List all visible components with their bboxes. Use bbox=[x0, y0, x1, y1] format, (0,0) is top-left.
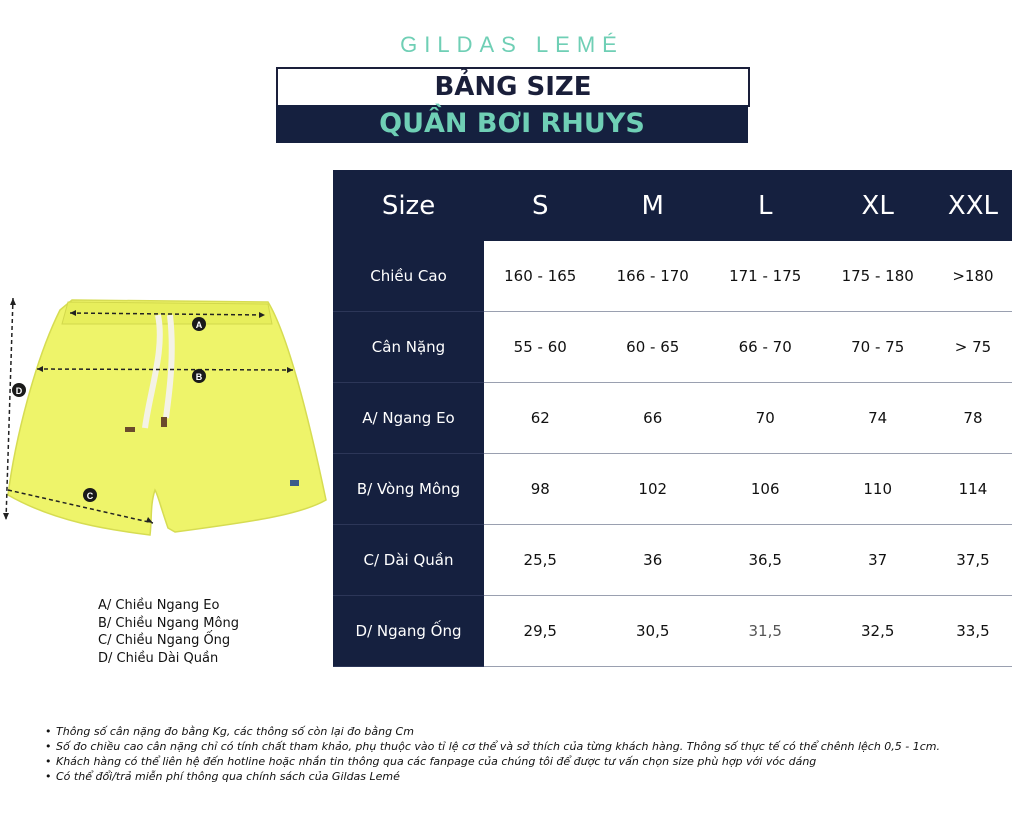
measurement-legend bbox=[98, 597, 239, 667]
row-label: A/ Ngang Eo bbox=[333, 383, 484, 454]
legend-item: B/ Chiều Ngang Mông bbox=[98, 615, 239, 631]
note-item: • Có thể đổi/trả miễn phí thông qua chính sách của Gildas Lemé bbox=[45, 769, 940, 784]
table-header-row bbox=[333, 170, 1012, 241]
note-item: • Thông số cân nặng đo bằng Kg, các thông số còn lại đo bằng Cm bbox=[45, 724, 940, 739]
table-row bbox=[333, 454, 1012, 525]
table-cell: 70 bbox=[709, 383, 821, 454]
brand-logo-text: GILDAS LEMÉ bbox=[400, 32, 624, 57]
row-label: Cân Nặng bbox=[333, 312, 484, 383]
page-subtitle: QUẦN BƠI RHUYS bbox=[276, 105, 748, 143]
table-cell: 31,5 bbox=[709, 596, 821, 667]
shorts-diagram bbox=[0, 290, 330, 540]
table-cell: >180 bbox=[934, 241, 1012, 312]
notes-list bbox=[45, 724, 940, 784]
table-cell: 37,5 bbox=[934, 525, 1012, 596]
marker-c: C bbox=[86, 491, 94, 501]
row-label: Chiều Cao bbox=[333, 241, 484, 312]
table-cell: 70 - 75 bbox=[821, 312, 933, 383]
table-cell: 98 bbox=[484, 454, 596, 525]
table-cell: 32,5 bbox=[821, 596, 933, 667]
table-cell: 66 - 70 bbox=[709, 312, 821, 383]
table-row bbox=[333, 383, 1012, 454]
table-cell: 30,5 bbox=[596, 596, 708, 667]
table-cell: > 75 bbox=[934, 312, 1012, 383]
header-s: S bbox=[484, 170, 596, 241]
header-l: L bbox=[709, 170, 821, 241]
header-xxl: XXL bbox=[934, 170, 1012, 241]
marker-a: A bbox=[195, 320, 203, 330]
table-cell: 171 - 175 bbox=[709, 241, 821, 312]
size-table bbox=[333, 170, 1012, 667]
table-cell: 55 - 60 bbox=[484, 312, 596, 383]
header-xl: XL bbox=[821, 170, 933, 241]
legend-item: A/ Chiều Ngang Eo bbox=[98, 598, 220, 613]
table-cell: 110 bbox=[821, 454, 933, 525]
table-row bbox=[333, 312, 1012, 383]
table-cell: 36 bbox=[596, 525, 708, 596]
row-label: C/ Dài Quần bbox=[333, 525, 484, 596]
table-cell: 102 bbox=[596, 454, 708, 525]
note-item: • Số đo chiều cao cân nặng chỉ có tính chất tham khảo, phụ thuộc vào tỉ lệ cơ thể và sở thích của từng khách hàng. Thông số thực tế có thể chênh lệch 0,5 - 1cm. bbox=[45, 739, 940, 754]
table-cell: 29,5 bbox=[484, 596, 596, 667]
table-cell: 60 - 65 bbox=[596, 312, 708, 383]
table-cell: 175 - 180 bbox=[821, 241, 933, 312]
table-row bbox=[333, 241, 1012, 312]
table-cell: 25,5 bbox=[484, 525, 596, 596]
table-row bbox=[333, 525, 1012, 596]
table-cell: 74 bbox=[821, 383, 933, 454]
row-label: D/ Ngang Ống bbox=[333, 596, 484, 667]
legend-item: D/ Chiều Dài Quần bbox=[98, 650, 219, 666]
table-cell: 106 bbox=[709, 454, 821, 525]
table-row bbox=[333, 596, 1012, 667]
table-cell: 62 bbox=[484, 383, 596, 454]
table-cell: 36,5 bbox=[709, 525, 821, 596]
header-m: M bbox=[596, 170, 708, 241]
header-size: Size bbox=[333, 170, 484, 241]
note-item: • Khách hàng có thể liên hệ đến hotline hoặc nhắn tin thông qua các fanpage của chúng tôi để được tư vấn chọn size phù hợp với vóc dáng bbox=[45, 754, 940, 769]
table-cell: 78 bbox=[934, 383, 1012, 454]
table-cell: 37 bbox=[821, 525, 933, 596]
marker-d: D bbox=[15, 386, 23, 396]
page-title: BẢNG SIZE bbox=[276, 67, 750, 107]
table-cell: 160 - 165 bbox=[484, 241, 596, 312]
row-label: B/ Vòng Mông bbox=[333, 454, 484, 525]
table-cell: 66 bbox=[596, 383, 708, 454]
table-cell: 166 - 170 bbox=[596, 241, 708, 312]
legend-item: C/ Chiều Ngang Ống bbox=[98, 633, 231, 648]
table-cell: 33,5 bbox=[934, 596, 1012, 667]
marker-b: B bbox=[195, 372, 203, 382]
table-cell: 114 bbox=[934, 454, 1012, 525]
